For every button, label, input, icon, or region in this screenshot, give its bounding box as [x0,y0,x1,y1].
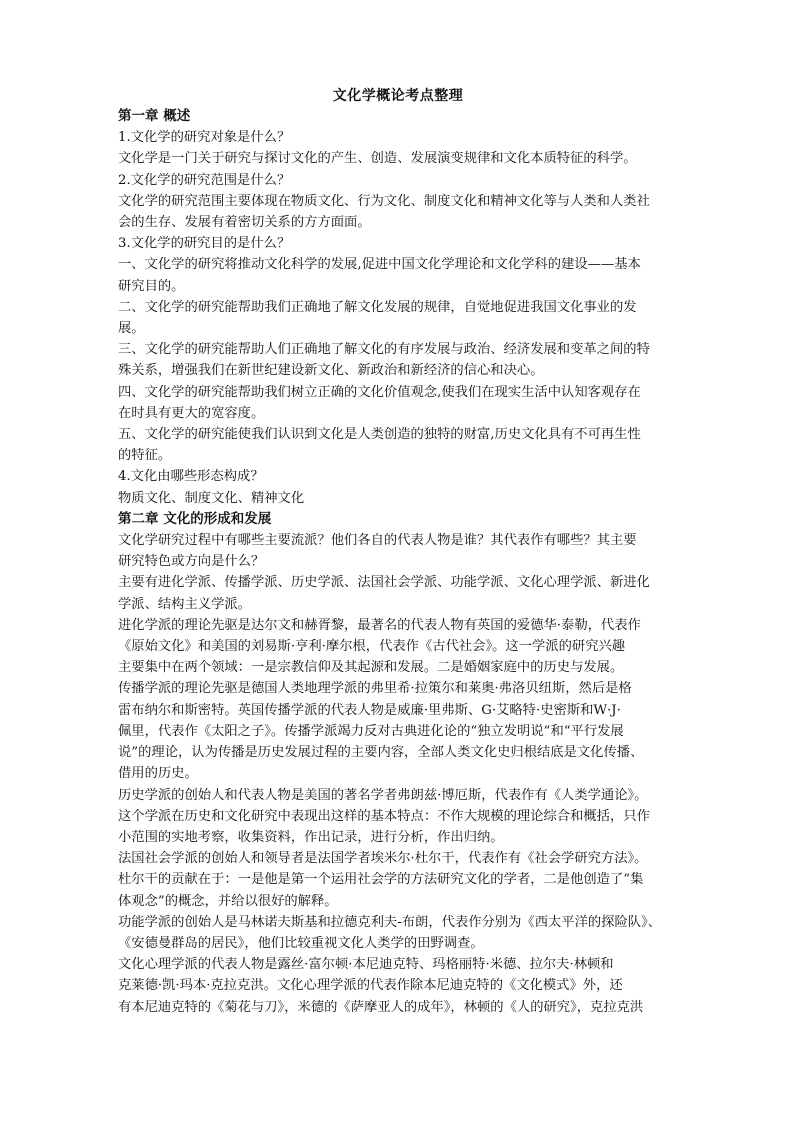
question-2: 2.文化学的研究范围是什么？ [118,172,291,188]
french-school-line-1: 法国社会学派的创始人和领导者是法国学者埃米尔·杜尔干，代表作有《社会学研究方法》。 [118,851,648,867]
diffusion-school-line-4: 说”的理论，认为传播是历史发展过程的主要内容，全部人类文化史归根结底是文化传播、 [118,745,644,761]
schools-list-line-1: 主要有进化学派、传播学派、历史学派、法国社会学派、功能学派、文化心理学派、新进化 [118,575,650,591]
evolution-school-line-2: 《原始文化》和美国的刘易斯·亨利·摩尔根，代表作《古代社会》。这一学派的研究兴趣 [118,639,626,655]
question-3: 3.文化学的研究目的是什么？ [118,236,291,252]
answer-3-item-5-line-2: 的特征。 [118,448,172,464]
question-1: 1.文化学的研究对象是什么？ [118,130,291,146]
answer-4: 物质文化、制度文化、精神文化 [118,490,305,506]
evolution-school-line-1: 进化学派的理论先驱是达尔文和赫胥黎，最著名的代表人物有英国的爱德华·泰勒，代表作 [118,617,641,633]
diffusion-school-line-1: 传播学派的理论先驱是德国人类地理学派的弗里希·拉策尔和莱奥·弗洛贝纽斯，然后是格 [118,681,632,697]
document-title: 文化学概论考点整理 [332,88,464,104]
chapter-2-heading: 第二章 文化的形成和发展 [118,510,272,527]
schools-list-line-2: 学派、结构主义学派。 [118,596,251,612]
cultural-psychology-school-line-2: 克莱德·凯·玛本·克拉克洪。文化心理学派的代表作除本尼迪克特的《文化模式》外，还 [118,978,623,994]
answer-3-item-5-line-1: 五、文化学的研究能使我们认识到文化是人类创造的独特的财富,历史文化具有不可再生性 [118,427,641,443]
chapter-2-question-line-2: 研究特色或方向是什么？ [118,554,265,570]
diffusion-school-line-2: 雷布纳尔和斯密特。英国传播学派的代表人物是威廉·里弗斯、G·艾略特·史密斯和W·J· [118,702,621,718]
historical-school-line-1: 历史学派的创始人和代表人物是美国的著名学者弗朗兹·博厄斯，代表作有《人类学通论》。 [118,787,648,803]
evolution-school-line-3: 主要集中在两个领域：一是宗教信仰及其起源和发展。二是婚姻家庭中的历史与发展。 [118,660,624,676]
answer-1: 文化学是一门关于研究与探讨文化的产生、创造、发展演变规律和文化本质特征的科学。 [118,151,637,167]
answer-3-item-4-line-1: 四、文化学的研究能帮助我们树立正确的文化价值观念,使我们在现实生活中认知客观存在 [118,384,641,400]
diffusion-school-line-3: 佩里，代表作《太阳之子》。传播学派竭力反对古典进化论的“独立发明说”和“平行发展 [118,723,624,739]
answer-2-line-2: 会的生存、发展有着密切关系的方方面面。 [118,215,371,231]
answer-3-item-1-line-2: 研究目的。 [118,278,185,294]
answer-2-line-1: 文化学的研究范围主要体现在物质文化、行为文化、制度文化和精神文化等与人类和人类社 [118,193,650,209]
question-4: 4.文化由哪些形态构成？ [118,469,264,485]
answer-3-item-4-line-2: 在时具有更大的宽容度。 [118,405,265,421]
french-school-line-2: 杜尔干的贡献在于：一是他是第一个运用社会学的方法研究文化的学者，二是他创造了“集 [118,872,644,888]
cultural-psychology-school-line-1: 文化心理学派的代表人物是露丝·富尔顿·本尼迪克特、玛格丽特·米德、拉尔夫·林顿和 [118,957,614,973]
diffusion-school-line-5: 借用的历史。 [118,766,198,782]
answer-3-item-3-line-1: 三、文化学的研究能帮助人们正确地了解文化的有序发展与政治、经济发展和变革之间的特 [118,342,650,358]
functional-school-line-1: 功能学派的创始人是马林诺夫斯基和拉德克利夫-布朗，代表作分别为《西太平洋的探险队》、 [118,914,662,930]
answer-3-item-2-line-1: 二、文化学的研究能帮助我们正确地了解文化发展的规律，自觉地促进我国文化事业的发 [118,299,637,315]
historical-school-line-2: 这个学派在历史和文化研究中表现出这样的基本特点：不作大规模的理论综合和概括，只作 [118,808,650,824]
functional-school-line-2: 《安德曼群岛的居民》，他们比较重视文化人类学的田野调查。 [118,935,484,951]
french-school-line-3: 体观念”的概念，并给以很好的解释。 [118,893,338,909]
cultural-psychology-school-line-3: 有本尼迪克特的《菊花与刀》，米德的《萨摩亚人的成年》，林顿的《人的研究》，克拉克洪 [118,999,644,1015]
answer-3-item-1-line-1: 一、文化学的研究将推动文化科学的发展,促进中国文化学理论和文化学科的建设——基本 [118,257,641,273]
chapter-1-heading: 第一章 概述 [118,108,191,124]
answer-3-item-2-line-2: 展。 [118,321,145,337]
document-page [118,86,678,1018]
answer-3-item-3-line-2: 殊关系，增强我们在新世纪建设新文化、新政治和新经济的信心和决心。 [118,363,544,379]
chapter-2-question-line-1: 文化学研究过程中有哪些主要流派？他们各自的代表人物是谁？其代表作有哪些？其主要 [118,533,637,549]
historical-school-line-3: 小范围的实地考察，收集资料，作出记录，进行分析，作出归纳。 [118,829,504,845]
